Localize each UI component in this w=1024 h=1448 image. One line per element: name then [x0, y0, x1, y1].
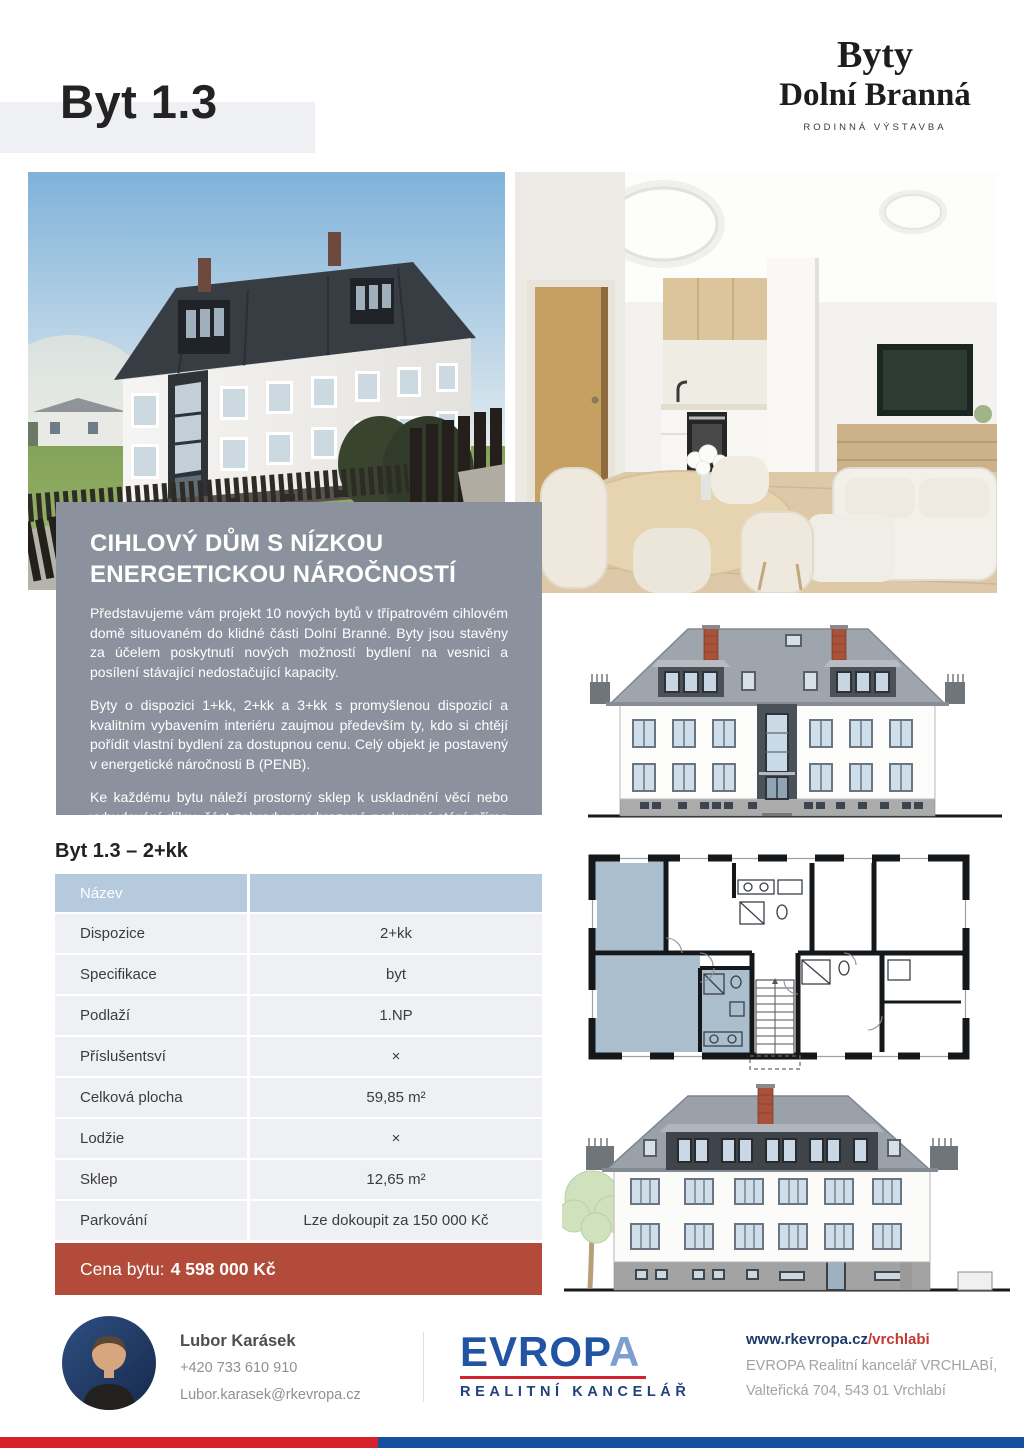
infobox-paragraph: Představujeme vám projekt 10 nových bytů v třípatrovém cihlovém domě situovaném do klidné části Dolní Branné. Byty jsou stavěny za účelem poskytnutí nových možností bydlení na vesnici a posílení stávající nedostačující kapacity.: [90, 605, 508, 680]
unit-heading: Byt 1.3 – 2+kk: [55, 840, 188, 862]
evropa-logo-wordmark: [460, 1330, 650, 1374]
price-value: 4 598 000 Kč: [170, 1258, 276, 1279]
table-row-label: Parkování: [55, 1201, 247, 1240]
website-base[interactable]: www.rkevropa.cz: [746, 1331, 868, 1348]
table-row-value: 2+kk: [250, 914, 542, 953]
front-elevation-drawing: [582, 620, 1007, 838]
spec-table: [55, 874, 542, 1240]
infobox-heading-line2: ENERGETICKOU NÁROČNOSTÍ: [90, 561, 456, 588]
table-row-label: Příslušentsví: [55, 1037, 247, 1076]
floor-plan-drawing: [582, 850, 1004, 1072]
evropa-logo: [460, 1328, 691, 1400]
table-row-label: Specifikace: [55, 955, 247, 994]
table-header-value: [250, 874, 542, 912]
office-address: Valteřická 704, 543 01 Vrchlabí: [746, 1383, 946, 1399]
table-row-label: Dispozice: [55, 914, 247, 953]
agent-phone[interactable]: +420 733 610 910: [180, 1360, 298, 1376]
evropa-logo-subtitle: REALITNÍ KANCELÁŘ: [460, 1383, 691, 1400]
table-row-label: Sklep: [55, 1160, 247, 1199]
table-row-value: 1.NP: [250, 996, 542, 1035]
infobox-paragraph: Ke každému bytu náleží prostorný sklep k uskladnění věcí nebo vybudování dílny, část zahrady a vyhrazené parkovací stání přímo u domu.: [90, 789, 508, 844]
table-row-label: Lodžie: [55, 1119, 247, 1158]
interior-photo: [515, 172, 997, 593]
bottom-stripe-blue: [378, 1437, 1024, 1448]
rear-elevation-drawing: [562, 1082, 1014, 1312]
bottom-stripe-red: [0, 1437, 378, 1448]
table-header-label: Název: [55, 874, 247, 912]
footer-divider: [423, 1332, 424, 1402]
evropa-logo-rule: [460, 1376, 646, 1379]
table-row-label: Celková plocha: [55, 1078, 247, 1117]
price-label: Cena bytu:: [80, 1258, 165, 1279]
infobox-heading-line1: CIHLOVÝ DŮM S NÍZKOU: [90, 530, 384, 557]
infobox-heading: [90, 528, 508, 590]
table-row-value: ×: [250, 1119, 542, 1158]
office-name: EVROPA Realitní kancelář VRCHLABÍ,: [746, 1358, 998, 1374]
evropa-logo-light: A: [608, 1328, 641, 1375]
price-bar: [55, 1243, 542, 1295]
evropa-logo-dark: EVROP: [460, 1328, 609, 1375]
table-row-label: Podlaží: [55, 996, 247, 1035]
page-title: Byt 1.3: [60, 75, 218, 128]
infobox-paragraph: Byty o dispozici 1+kk, 2+kk a 3+kk s promyšlenou dispozicí a kvalitním vybavením interiéru zaujmou především ty, kdo si chtějí pořídit vlastní bydlení za dostupnou cenu. Celý objekt je postavený v energetické náročnosti B (PENB).: [90, 697, 508, 772]
agent-avatar: [62, 1316, 156, 1410]
brand-tagline: RODINNÁ VÝSTAVBA: [803, 122, 947, 133]
table-row-value: 59,85 m²: [250, 1078, 542, 1117]
website-link[interactable]: [746, 1331, 930, 1348]
infobox: [56, 502, 542, 844]
brand-line1: Byty: [837, 34, 913, 76]
table-row-value: ×: [250, 1037, 542, 1076]
agent-contact: [180, 1328, 361, 1409]
table-row-value: Lze dokoupit za 150 000 Kč: [250, 1201, 542, 1240]
agent-name: Lubor Karásek: [180, 1332, 296, 1350]
table-row-value: 12,65 m²: [250, 1160, 542, 1199]
brand-logo: [752, 34, 998, 133]
brand-line2: Dolní Branná: [779, 77, 971, 113]
agent-avatar-image: [62, 1316, 156, 1410]
table-row-value: byt: [250, 955, 542, 994]
website-suffix[interactable]: /vrchlabi: [868, 1331, 930, 1348]
agent-email[interactable]: Lubor.karasek@rkevropa.cz: [180, 1387, 361, 1403]
